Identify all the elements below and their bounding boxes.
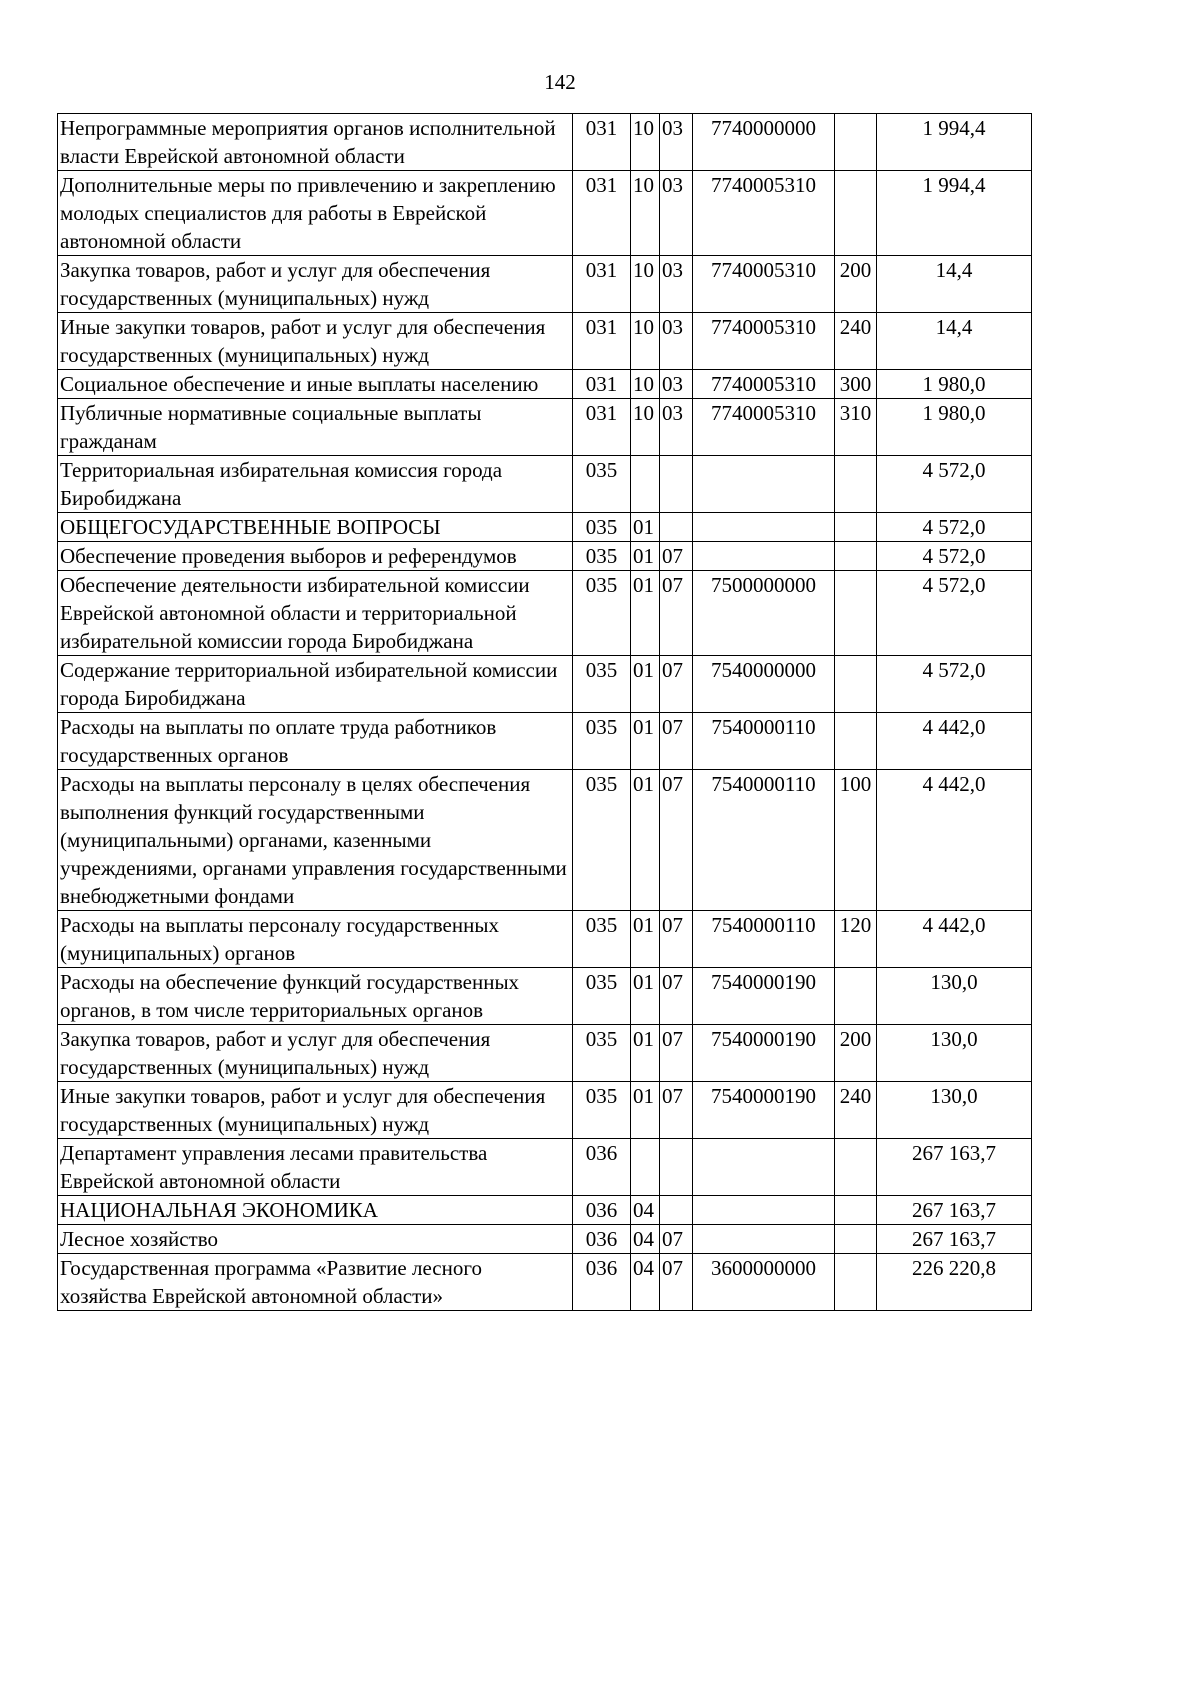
- row-target-article-cell: 7740000000: [693, 114, 835, 171]
- row-subsection-cell: 07: [660, 770, 693, 911]
- row-department-code-cell: 035: [573, 1025, 631, 1082]
- row-amount-cell: 14,4: [877, 256, 1032, 313]
- table-row: [58, 656, 1032, 713]
- table-row: [58, 1225, 1032, 1254]
- row-expense-type-cell: 200: [835, 256, 877, 313]
- row-expense-type-cell: [835, 456, 877, 513]
- row-section-cell: 01: [631, 713, 660, 770]
- row-department-code-cell: 035: [573, 911, 631, 968]
- row-section-cell: 10: [631, 171, 660, 256]
- table-row: [58, 713, 1032, 770]
- row-expense-type-cell: [835, 171, 877, 256]
- row-target-article-cell: 7540000110: [693, 713, 835, 770]
- row-section-cell: 01: [631, 513, 660, 542]
- row-section-cell: [631, 1139, 660, 1196]
- row-expense-type-cell: 240: [835, 313, 877, 370]
- row-amount-cell: 226 220,8: [877, 1254, 1032, 1311]
- row-expense-type-cell: 200: [835, 1025, 877, 1082]
- row-target-article-cell: 7740005310: [693, 399, 835, 456]
- table-row: [58, 968, 1032, 1025]
- row-amount-cell: 1 994,4: [877, 171, 1032, 256]
- row-section-cell: 01: [631, 1025, 660, 1082]
- row-name-cell: Обеспечение деятельности избирательной комиссии Еврейской автономной области и территориальной избирательной комиссии города Биробиджана: [58, 571, 573, 656]
- table-row: [58, 399, 1032, 456]
- row-subsection-cell: 03: [660, 313, 693, 370]
- table-row: [58, 513, 1032, 542]
- row-subsection-cell: 07: [660, 1254, 693, 1311]
- row-section-cell: 01: [631, 968, 660, 1025]
- row-section-cell: 10: [631, 114, 660, 171]
- row-section-cell: 10: [631, 399, 660, 456]
- row-section-cell: 01: [631, 656, 660, 713]
- row-subsection-cell: [660, 1139, 693, 1196]
- table-row: [58, 1082, 1032, 1139]
- row-amount-cell: 267 163,7: [877, 1225, 1032, 1254]
- row-target-article-cell: [693, 542, 835, 571]
- row-name-cell: Лесное хозяйство: [58, 1225, 573, 1254]
- row-department-code-cell: 035: [573, 656, 631, 713]
- row-subsection-cell: 03: [660, 171, 693, 256]
- row-name-cell: Иные закупки товаров, работ и услуг для обеспечения государственных (муниципальных) нужд: [58, 1082, 573, 1139]
- row-target-article-cell: 3600000000: [693, 1254, 835, 1311]
- row-expense-type-cell: [835, 656, 877, 713]
- row-amount-cell: 1 994,4: [877, 114, 1032, 171]
- row-subsection-cell: 07: [660, 1025, 693, 1082]
- row-target-article-cell: 7540000110: [693, 911, 835, 968]
- row-amount-cell: 4 572,0: [877, 656, 1032, 713]
- row-name-cell: Непрограммные мероприятия органов исполнительной власти Еврейской автономной области: [58, 114, 573, 171]
- row-subsection-cell: [660, 456, 693, 513]
- row-section-cell: 01: [631, 1082, 660, 1139]
- row-department-code-cell: 031: [573, 171, 631, 256]
- row-amount-cell: 130,0: [877, 968, 1032, 1025]
- row-amount-cell: 4 442,0: [877, 911, 1032, 968]
- row-name-cell: Закупка товаров, работ и услуг для обеспечения государственных (муниципальных) нужд: [58, 1025, 573, 1082]
- row-amount-cell: 1 980,0: [877, 370, 1032, 399]
- row-amount-cell: 130,0: [877, 1082, 1032, 1139]
- row-expense-type-cell: [835, 1254, 877, 1311]
- row-name-cell: Социальное обеспечение и иные выплаты населению: [58, 370, 573, 399]
- row-subsection-cell: 07: [660, 571, 693, 656]
- row-department-code-cell: 031: [573, 256, 631, 313]
- row-name-cell: Территориальная избирательная комиссия города Биробиджана: [58, 456, 573, 513]
- row-subsection-cell: 03: [660, 370, 693, 399]
- row-section-cell: 04: [631, 1225, 660, 1254]
- row-department-code-cell: 035: [573, 770, 631, 911]
- row-target-article-cell: 7740005310: [693, 313, 835, 370]
- row-subsection-cell: 03: [660, 399, 693, 456]
- row-expense-type-cell: [835, 571, 877, 656]
- row-subsection-cell: 07: [660, 968, 693, 1025]
- row-expense-type-cell: 120: [835, 911, 877, 968]
- table-row: [58, 1254, 1032, 1311]
- table-row: [58, 114, 1032, 171]
- table-row: [58, 313, 1032, 370]
- table-row: [58, 1196, 1032, 1225]
- row-name-cell: Расходы на выплаты персоналу государственных (муниципальных) органов: [58, 911, 573, 968]
- row-subsection-cell: 07: [660, 911, 693, 968]
- row-target-article-cell: 7740005310: [693, 370, 835, 399]
- row-name-cell: Расходы на обеспечение функций государственных органов, в том числе территориальных органов: [58, 968, 573, 1025]
- row-subsection-cell: 03: [660, 114, 693, 171]
- row-amount-cell: 4 572,0: [877, 542, 1032, 571]
- table-row: [58, 370, 1032, 399]
- row-expense-type-cell: [835, 1139, 877, 1196]
- row-section-cell: 10: [631, 370, 660, 399]
- table-row: [58, 171, 1032, 256]
- row-subsection-cell: 07: [660, 1082, 693, 1139]
- table-row: [58, 770, 1032, 911]
- row-expense-type-cell: 310: [835, 399, 877, 456]
- row-section-cell: 01: [631, 911, 660, 968]
- row-amount-cell: 4 572,0: [877, 571, 1032, 656]
- row-expense-type-cell: [835, 968, 877, 1025]
- row-name-cell: Иные закупки товаров, работ и услуг для обеспечения государственных (муниципальных) нужд: [58, 313, 573, 370]
- row-target-article-cell: 7540000190: [693, 1082, 835, 1139]
- row-section-cell: 10: [631, 256, 660, 313]
- row-section-cell: 01: [631, 571, 660, 656]
- budget-table-body: [58, 114, 1032, 1311]
- row-target-article-cell: 7540000110: [693, 770, 835, 911]
- row-target-article-cell: 7540000000: [693, 656, 835, 713]
- row-subsection-cell: 03: [660, 256, 693, 313]
- row-section-cell: [631, 456, 660, 513]
- table-row: [58, 911, 1032, 968]
- row-expense-type-cell: [835, 1196, 877, 1225]
- row-department-code-cell: 031: [573, 399, 631, 456]
- row-expense-type-cell: [835, 114, 877, 171]
- row-department-code-cell: 036: [573, 1254, 631, 1311]
- row-name-cell: ОБЩЕГОСУДАРСТВЕННЫЕ ВОПРОСЫ: [58, 513, 573, 542]
- row-amount-cell: 1 980,0: [877, 399, 1032, 456]
- row-subsection-cell: [660, 513, 693, 542]
- row-target-article-cell: 7540000190: [693, 968, 835, 1025]
- table-row: [58, 1139, 1032, 1196]
- row-target-article-cell: 7540000190: [693, 1025, 835, 1082]
- row-subsection-cell: 07: [660, 542, 693, 571]
- row-expense-type-cell: [835, 713, 877, 770]
- row-department-code-cell: 031: [573, 313, 631, 370]
- table-row: [58, 256, 1032, 313]
- row-name-cell: Расходы на выплаты по оплате труда работников государственных органов: [58, 713, 573, 770]
- row-section-cell: 01: [631, 542, 660, 571]
- row-target-article-cell: 7740005310: [693, 171, 835, 256]
- row-section-cell: 10: [631, 313, 660, 370]
- row-target-article-cell: 7740005310: [693, 256, 835, 313]
- row-amount-cell: 267 163,7: [877, 1139, 1032, 1196]
- row-department-code-cell: 035: [573, 456, 631, 513]
- row-target-article-cell: 7500000000: [693, 571, 835, 656]
- row-name-cell: Содержание территориальной избирательной комиссии города Биробиджана: [58, 656, 573, 713]
- row-department-code-cell: 036: [573, 1225, 631, 1254]
- table-row: [58, 571, 1032, 656]
- row-amount-cell: 4 442,0: [877, 713, 1032, 770]
- row-name-cell: Обеспечение проведения выборов и референдумов: [58, 542, 573, 571]
- budget-table: [57, 113, 1032, 1311]
- row-department-code-cell: 035: [573, 542, 631, 571]
- row-expense-type-cell: 240: [835, 1082, 877, 1139]
- row-department-code-cell: 036: [573, 1196, 631, 1225]
- row-amount-cell: 130,0: [877, 1025, 1032, 1082]
- row-name-cell: НАЦИОНАЛЬНАЯ ЭКОНОМИКА: [58, 1196, 573, 1225]
- row-target-article-cell: [693, 456, 835, 513]
- row-name-cell: Департамент управления лесами правительства Еврейской автономной области: [58, 1139, 573, 1196]
- row-amount-cell: 267 163,7: [877, 1196, 1032, 1225]
- row-expense-type-cell: 100: [835, 770, 877, 911]
- row-amount-cell: 4 572,0: [877, 513, 1032, 542]
- row-department-code-cell: 035: [573, 571, 631, 656]
- row-subsection-cell: 07: [660, 656, 693, 713]
- row-expense-type-cell: 300: [835, 370, 877, 399]
- row-amount-cell: 4 442,0: [877, 770, 1032, 911]
- table-row: [58, 1025, 1032, 1082]
- row-subsection-cell: 07: [660, 713, 693, 770]
- row-amount-cell: 14,4: [877, 313, 1032, 370]
- row-name-cell: Государственная программа «Развитие лесного хозяйства Еврейской автономной области»: [58, 1254, 573, 1311]
- row-department-code-cell: 035: [573, 713, 631, 770]
- row-section-cell: 04: [631, 1254, 660, 1311]
- row-department-code-cell: 036: [573, 1139, 631, 1196]
- row-department-code-cell: 035: [573, 1082, 631, 1139]
- row-department-code-cell: 031: [573, 370, 631, 399]
- row-department-code-cell: 031: [573, 114, 631, 171]
- row-section-cell: 01: [631, 770, 660, 911]
- table-row: [58, 542, 1032, 571]
- row-target-article-cell: [693, 1196, 835, 1225]
- row-target-article-cell: [693, 513, 835, 542]
- row-expense-type-cell: [835, 1225, 877, 1254]
- row-target-article-cell: [693, 1139, 835, 1196]
- row-subsection-cell: [660, 1196, 693, 1225]
- row-name-cell: Расходы на выплаты персоналу в целях обеспечения выполнения функций государственными (муниципальными) органами, казенными учреждениями, органами управления государственными внебюджетными фондами: [58, 770, 573, 911]
- row-subsection-cell: 07: [660, 1225, 693, 1254]
- row-name-cell: Дополнительные меры по привлечению и закреплению молодых специалистов для работы в Еврейской автономной области: [58, 171, 573, 256]
- row-section-cell: 04: [631, 1196, 660, 1225]
- table-row: [58, 456, 1032, 513]
- row-target-article-cell: [693, 1225, 835, 1254]
- row-department-code-cell: 035: [573, 968, 631, 1025]
- row-name-cell: Публичные нормативные социальные выплаты гражданам: [58, 399, 573, 456]
- row-department-code-cell: 035: [573, 513, 631, 542]
- row-name-cell: Закупка товаров, работ и услуг для обеспечения государственных (муниципальных) нужд: [58, 256, 573, 313]
- row-amount-cell: 4 572,0: [877, 456, 1032, 513]
- row-expense-type-cell: [835, 513, 877, 542]
- row-expense-type-cell: [835, 542, 877, 571]
- page-number: 142: [544, 70, 576, 94]
